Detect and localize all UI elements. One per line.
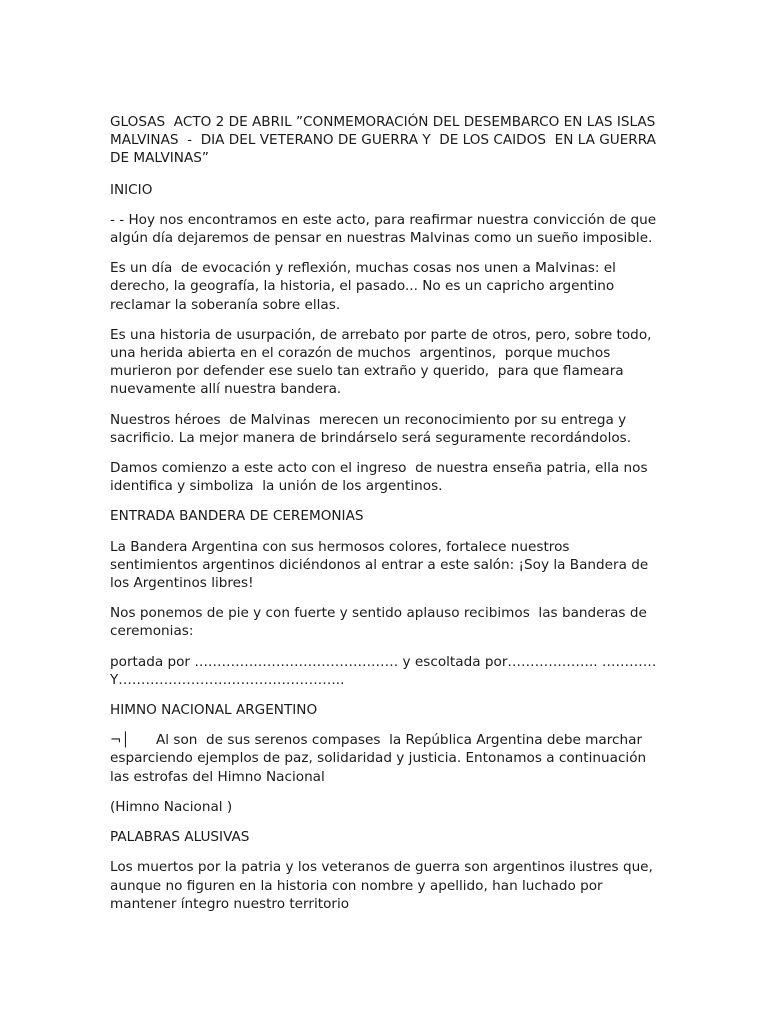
section-heading-himno: HIMNO NACIONAL ARGENTINO (110, 702, 318, 719)
document-title: GLOSAS ACTO 2 DE ABRIL ”CONMEMORACIÓN DEL DESEMBARCO EN LAS ISLAS MALVINAS - DIA DEL VETERANO DE GUERRA Y DE LOS CAIDOS EN LA GUERRA DE MALVINAS” (110, 114, 661, 167)
bullet-marker-icon: ¬│ (110, 732, 130, 749)
paragraph-7: Nos ponemos de pie y con fuerte y sentido aplauso recibimos las banderas de ceremonias: (110, 605, 652, 640)
paragraph-5: Damos comienzo a este acto con el ingreso de nuestra enseña patria, ella nos identifica y simboliza la unión de los argentinos. (110, 460, 652, 495)
paragraph-8: portada por ……………………………………… y escoltada por……………….. …………Y………………………………………….. (110, 653, 657, 688)
paragraph-11: Los muertos por la patria y los veteranos de guerra son argentinos ilustres que, aunque no figuren en la historia con nombre y apellido, han luchado por mantener íntegro nuestro territorio (110, 859, 658, 912)
paragraph-2: Es un día de evocación y reflexión, muchas cosas nos unen a Malvinas: el derecho, la geografía, la historia, el pasado... No es un capricho argentino reclamar la soberanía sobre ellas. (110, 260, 621, 313)
section-heading-palabras: PALABRAS ALUSIVAS (110, 829, 250, 846)
paragraph-10: (Himno Nacional ) (110, 798, 233, 815)
paragraph-9 (110, 731, 658, 786)
section-heading-inicio: INICIO (110, 181, 153, 198)
paragraph-6: La Bandera Argentina con sus hermosos colores, fortalece nuestros sentimientos argentinos diciéndonos al entrar a este salón: ¡Soy la Bandera de los Argentinos libres! (110, 538, 653, 592)
document-body (110, 113, 661, 925)
paragraph-3: Es una historia de usurpación, de arrebato por parte de otros, pero, sobre todo, una herida abierta en el corazón de muchos argentinos, porque muchos murieron por defender ese suelo tan extraño y querido, para que flameara nuevamente allí nuestra bandera. (110, 326, 656, 398)
paragraph-1: - - Hoy nos encontramos en este acto, para reafirmar nuestra convicción de que algún día dejaremos de pensar en nuestras Malvinas como un sueño imposible. (110, 211, 661, 247)
paragraph-9-text: Al son de sus serenos compases la República Argentina debe marchar esparciendo ejemplos de paz, solidaridad y justicia. Entonamos a continuación las estrofas del Himno Nacional (110, 732, 651, 785)
section-heading-entrada-bandera: ENTRADA BANDERA DE CEREMONIAS (110, 508, 364, 525)
paragraph-4: Nuestros héroes de Malvinas merecen un reconocimiento por su entrega y sacrificio. La mejor manera de brindárselo será seguramente recordándolos. (110, 411, 632, 446)
